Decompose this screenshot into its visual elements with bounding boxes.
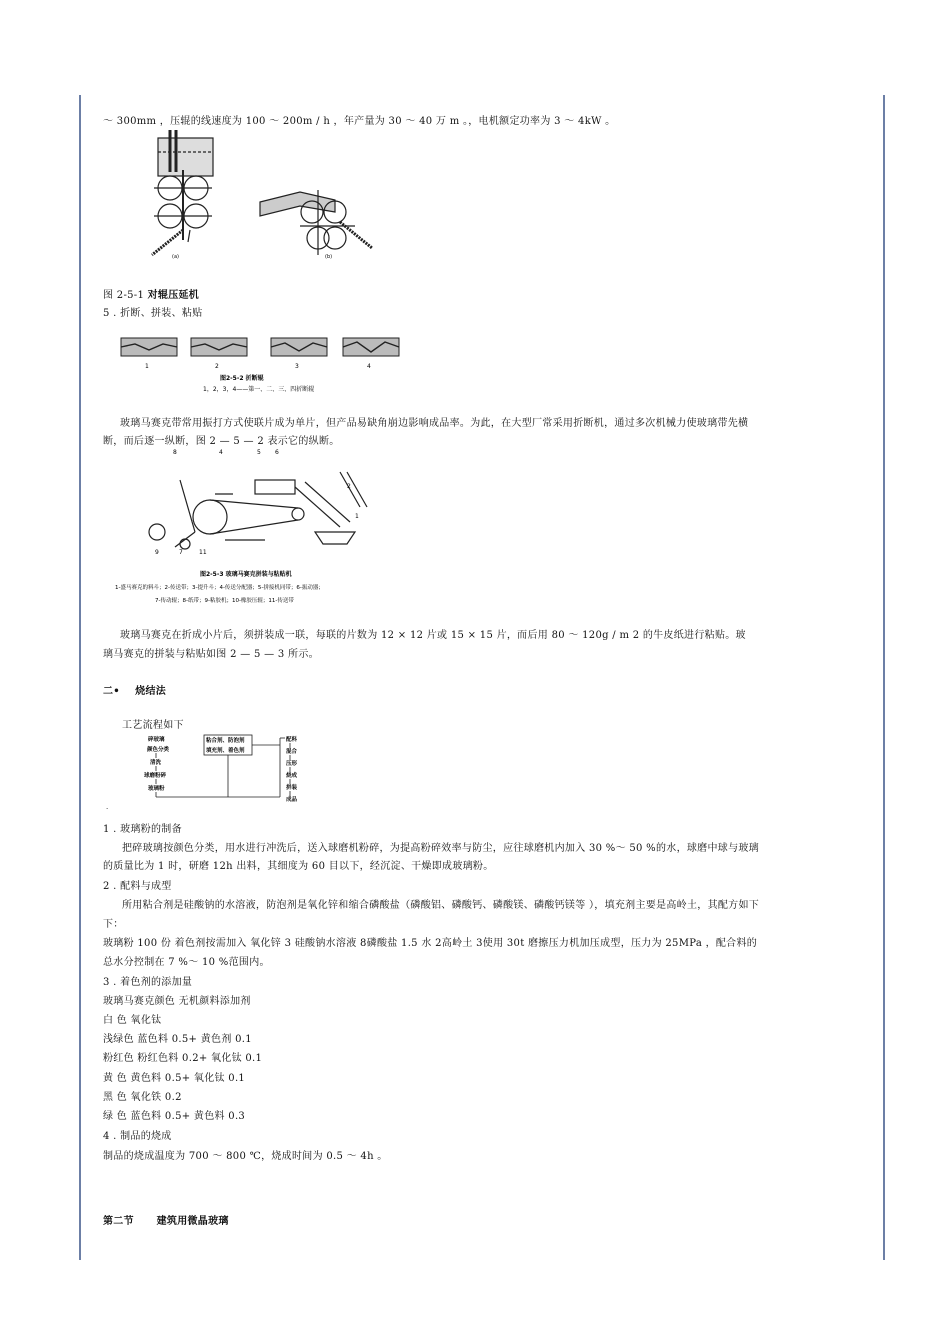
paragraph-line: 下： (103, 919, 124, 930)
roller-number: 2 (215, 363, 219, 370)
figure-legend: 1，2，3，4——第一、二、三、四折断辊 (203, 386, 315, 393)
figure-legend: 7-传动辊；8-纸带；9-粘胶机；10-橡胶压辊；11-传送带 (155, 598, 294, 604)
flow-intro: 工艺流程如下 (122, 720, 184, 731)
flow-step: 清洗 (150, 760, 162, 766)
paragraph-line: 总水分控制在 7 %～ 10 %范围内。 (103, 957, 270, 968)
flow-step: 拼装 (286, 785, 298, 791)
paragraph-line: 所用粘合剂是硅酸钠的水溶液，防泡剂是氧化锌和缩合磷酸盐（磷酸铝、磷酸钙、磷酸镁、磷酸钙镁等 ），填充剂主要是高岭土，其配方如下 (122, 900, 760, 911)
subsection-heading: 3 . 着色剂的添加量 (103, 977, 193, 988)
subsection-heading: 4 . 制品的烧成 (103, 1131, 172, 1142)
figure-label-a: (a) (172, 254, 179, 260)
part-number: 7 (179, 549, 183, 556)
roller-number: 3 (295, 363, 299, 370)
caption-prefix: 图 2-5-1 (103, 290, 145, 301)
subsection-heading: 1 . 玻璃粉的制备 (103, 824, 182, 835)
part-number: 9 (155, 549, 159, 556)
figure-caption-2-5-1 (103, 289, 199, 303)
chapter-section-heading (103, 1215, 229, 1229)
part-number: 4 (219, 449, 223, 456)
text-line: ～ 300mm ，压辊的线速度为 100 ～ 200m / h ，年产量为 30 ～ 40 万 m 。，电机额定功率为 3 ～ 4kW 。 (103, 116, 616, 127)
colorant-row: 浅绿色 蓝色料 0.5+ 黄色剂 0.1 (103, 1034, 252, 1045)
part-number: 6 (275, 449, 279, 456)
colorant-row: 白 色 氧化钛 (103, 1015, 162, 1026)
colorant-row: 黄 色 黄色料 0.5+ 氧化钛 0.1 (103, 1073, 246, 1084)
section-heading: 5 . 折断、拼装、粘贴 (103, 308, 203, 319)
colorant-row: 黑 色 氧化铁 0.2 (103, 1092, 182, 1103)
figure-title: 图2-5-2 折断辊 (220, 375, 264, 382)
paragraph-line: 璃马赛克的拼装与粘贴如图 2 — 5 — 3 所示。 (103, 649, 319, 660)
paragraph-line: 玻璃马赛克在折成小片后，须拼装成一联，每联的片数为 12 × 12 片或 15 × 15 片，而后用 80 ～ 120g / m 2 的牛皮纸进行粘贴。玻 (120, 630, 746, 641)
caption-title: 对辊压延机 (147, 290, 200, 301)
left-margin-rule (79, 95, 81, 1260)
paragraph-line: 把碎玻璃按颜色分类，用水进行冲洗后，送入球磨机粉碎，为提高粉碎效率与防尘，应往球磨机内加入 30 %～ 50 %的水，球磨中球与玻璃 (122, 843, 759, 854)
section-title: 烧结法 (135, 686, 167, 697)
paragraph-line: 的质量比为 1 时，研磨 12h 出料，其细度为 60 目以下，经沉淀、干燥即成玻璃粉。 (103, 861, 494, 872)
roller-number: 1 (145, 363, 149, 370)
flow-step: 球磨粉碎 (144, 773, 167, 779)
paragraph-line: 玻璃马赛克带常用振打方式使联片成为单片，但产品易缺角崩边影响成品率。为此，在大型厂常采用折断机，通过多次机械力使玻璃带先横 (120, 418, 749, 429)
flow-additive: 填充剂、着色剂 (206, 748, 245, 754)
colorant-row: 粉红色 粉红色料 0.2+ 氧化钛 0.1 (103, 1053, 263, 1064)
figure-title: 图2-5-3 玻璃马赛克拼装与粘贴机 (200, 571, 292, 578)
figure-2-5-2-break-rollers (115, 330, 395, 395)
part-number: 2 (347, 483, 351, 490)
flow-step: 压形 (286, 761, 298, 767)
paragraph-line: 玻璃粉 100 份 着色剂按需加入 氧化锌 3 硅酸钠水溶液 8磷酸盐 1.5 水 2高岭土 3使用 30t 磨擦压力机加压成型，压力为 25MPa ，配合料的 (103, 938, 758, 949)
flow-step: 玻璃粉 (148, 786, 165, 792)
flow-step: 颜色分类 (147, 747, 170, 753)
section-number: 第二节 (103, 1216, 134, 1227)
flow-step: 配料 (286, 737, 298, 743)
flow-step: 碎玻璃 (148, 737, 165, 743)
paragraph-line: 断，而后逐一纵断，图 2 — 5 — 2 表示它的纵断。 (103, 436, 340, 447)
flow-step: 成品 (286, 797, 298, 803)
colorant-row: 绿 色 蓝色料 0.5+ 黄色料 0.3 (103, 1111, 246, 1122)
stray-dot: . (106, 803, 109, 811)
figure-2-5-3-assembly-machine (115, 449, 375, 607)
figure-legend: 1-盛马赛克的料斗；2-传送带；3-提升斗；4-传送分配器；5-拼接机同带；6-振动器； (115, 585, 324, 591)
flow-additive: 粘合剂、防泡剂 (206, 738, 245, 744)
part-number: 8 (173, 449, 177, 456)
subsection-heading: 2 . 配料与成型 (103, 881, 172, 892)
figure-2-5-1-roller-press (140, 130, 380, 265)
flow-step: 混合 (286, 749, 298, 755)
flow-step: 烧成 (286, 773, 298, 779)
part-number: 1 (355, 513, 359, 520)
section-heading-sintering (103, 685, 166, 699)
section-title: 建筑用微晶玻璃 (156, 1216, 229, 1227)
part-number: 5 (257, 449, 261, 456)
paragraph-line: 制品的烧成温度为 700 ～ 800 ℃，烧成时间为 0.5 ～ 4h 。 (103, 1151, 388, 1162)
process-flow-chart (100, 733, 315, 811)
right-margin-rule (883, 95, 885, 1260)
section-number: 二• (103, 686, 120, 697)
roller-number: 4 (367, 363, 371, 370)
part-number: 11 (199, 549, 207, 556)
figure-label-b: (b) (325, 254, 333, 260)
colorant-table-header: 玻璃马赛克颜色 无机颜料添加剂 (103, 996, 251, 1007)
